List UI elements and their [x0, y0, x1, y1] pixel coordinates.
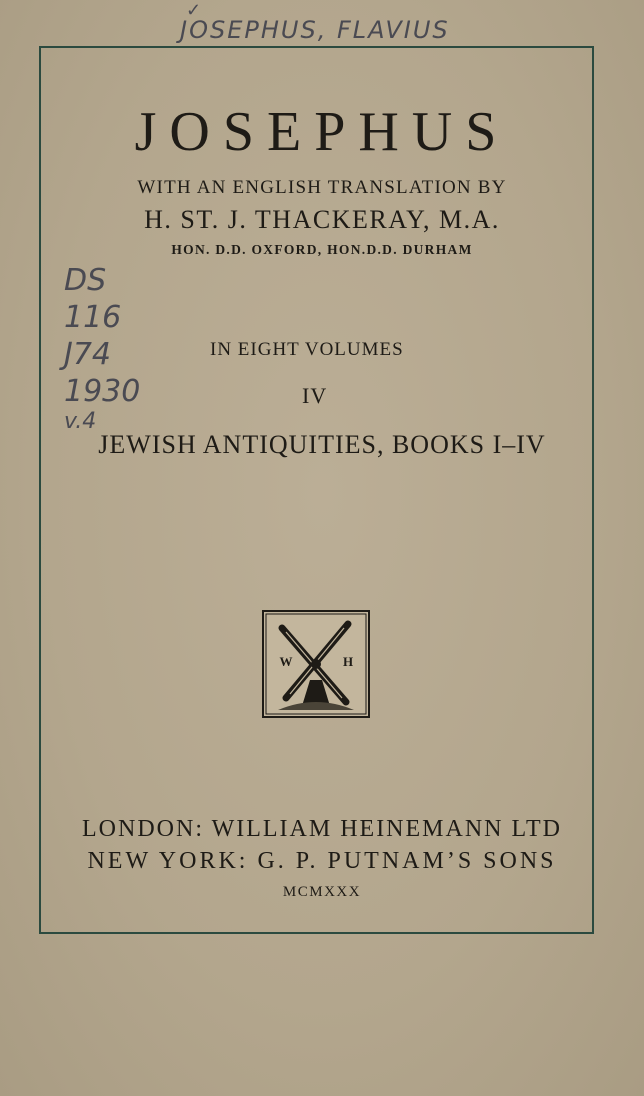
- call-number-line: DS: [64, 263, 107, 298]
- publisher-london: LONDON: WILLIAM HEINEMANN LTD: [82, 816, 562, 842]
- volume-subject: JEWISH ANTIQUITIES, BOOKS I–IV: [98, 430, 546, 459]
- printer-device-initial-h: H: [342, 654, 354, 669]
- publisher-newyork: NEW YORK: G. P. PUTNAM’S SONS: [87, 848, 557, 874]
- publication-year: MCMXXX: [282, 884, 362, 900]
- handwritten-check-mark: ✓: [186, 0, 202, 21]
- call-number-note: [64, 262, 174, 434]
- book-title: JOSEPHUS: [134, 101, 510, 163]
- printer-device-initial-w: W: [279, 654, 293, 669]
- call-number-line: J74: [64, 337, 112, 372]
- call-number-line: v.4: [64, 409, 97, 434]
- translator-name: H. ST. J. THACKERAY, M.A.: [144, 205, 500, 234]
- call-number-line: 116: [64, 300, 122, 335]
- translator-honours: HON. D.D. OXFORD, HON.D.D. DURHAM: [171, 242, 473, 257]
- handwritten-author-note: JOSEPHUS, FLAVIUS: [180, 16, 450, 44]
- printer-device-logo: [262, 610, 370, 718]
- volume-number: IV: [302, 383, 328, 408]
- call-number-line: 1930: [64, 374, 141, 409]
- volumes-line: IN EIGHT VOLUMES: [210, 339, 404, 360]
- translation-line: WITH AN ENGLISH TRANSLATION BY: [137, 177, 507, 198]
